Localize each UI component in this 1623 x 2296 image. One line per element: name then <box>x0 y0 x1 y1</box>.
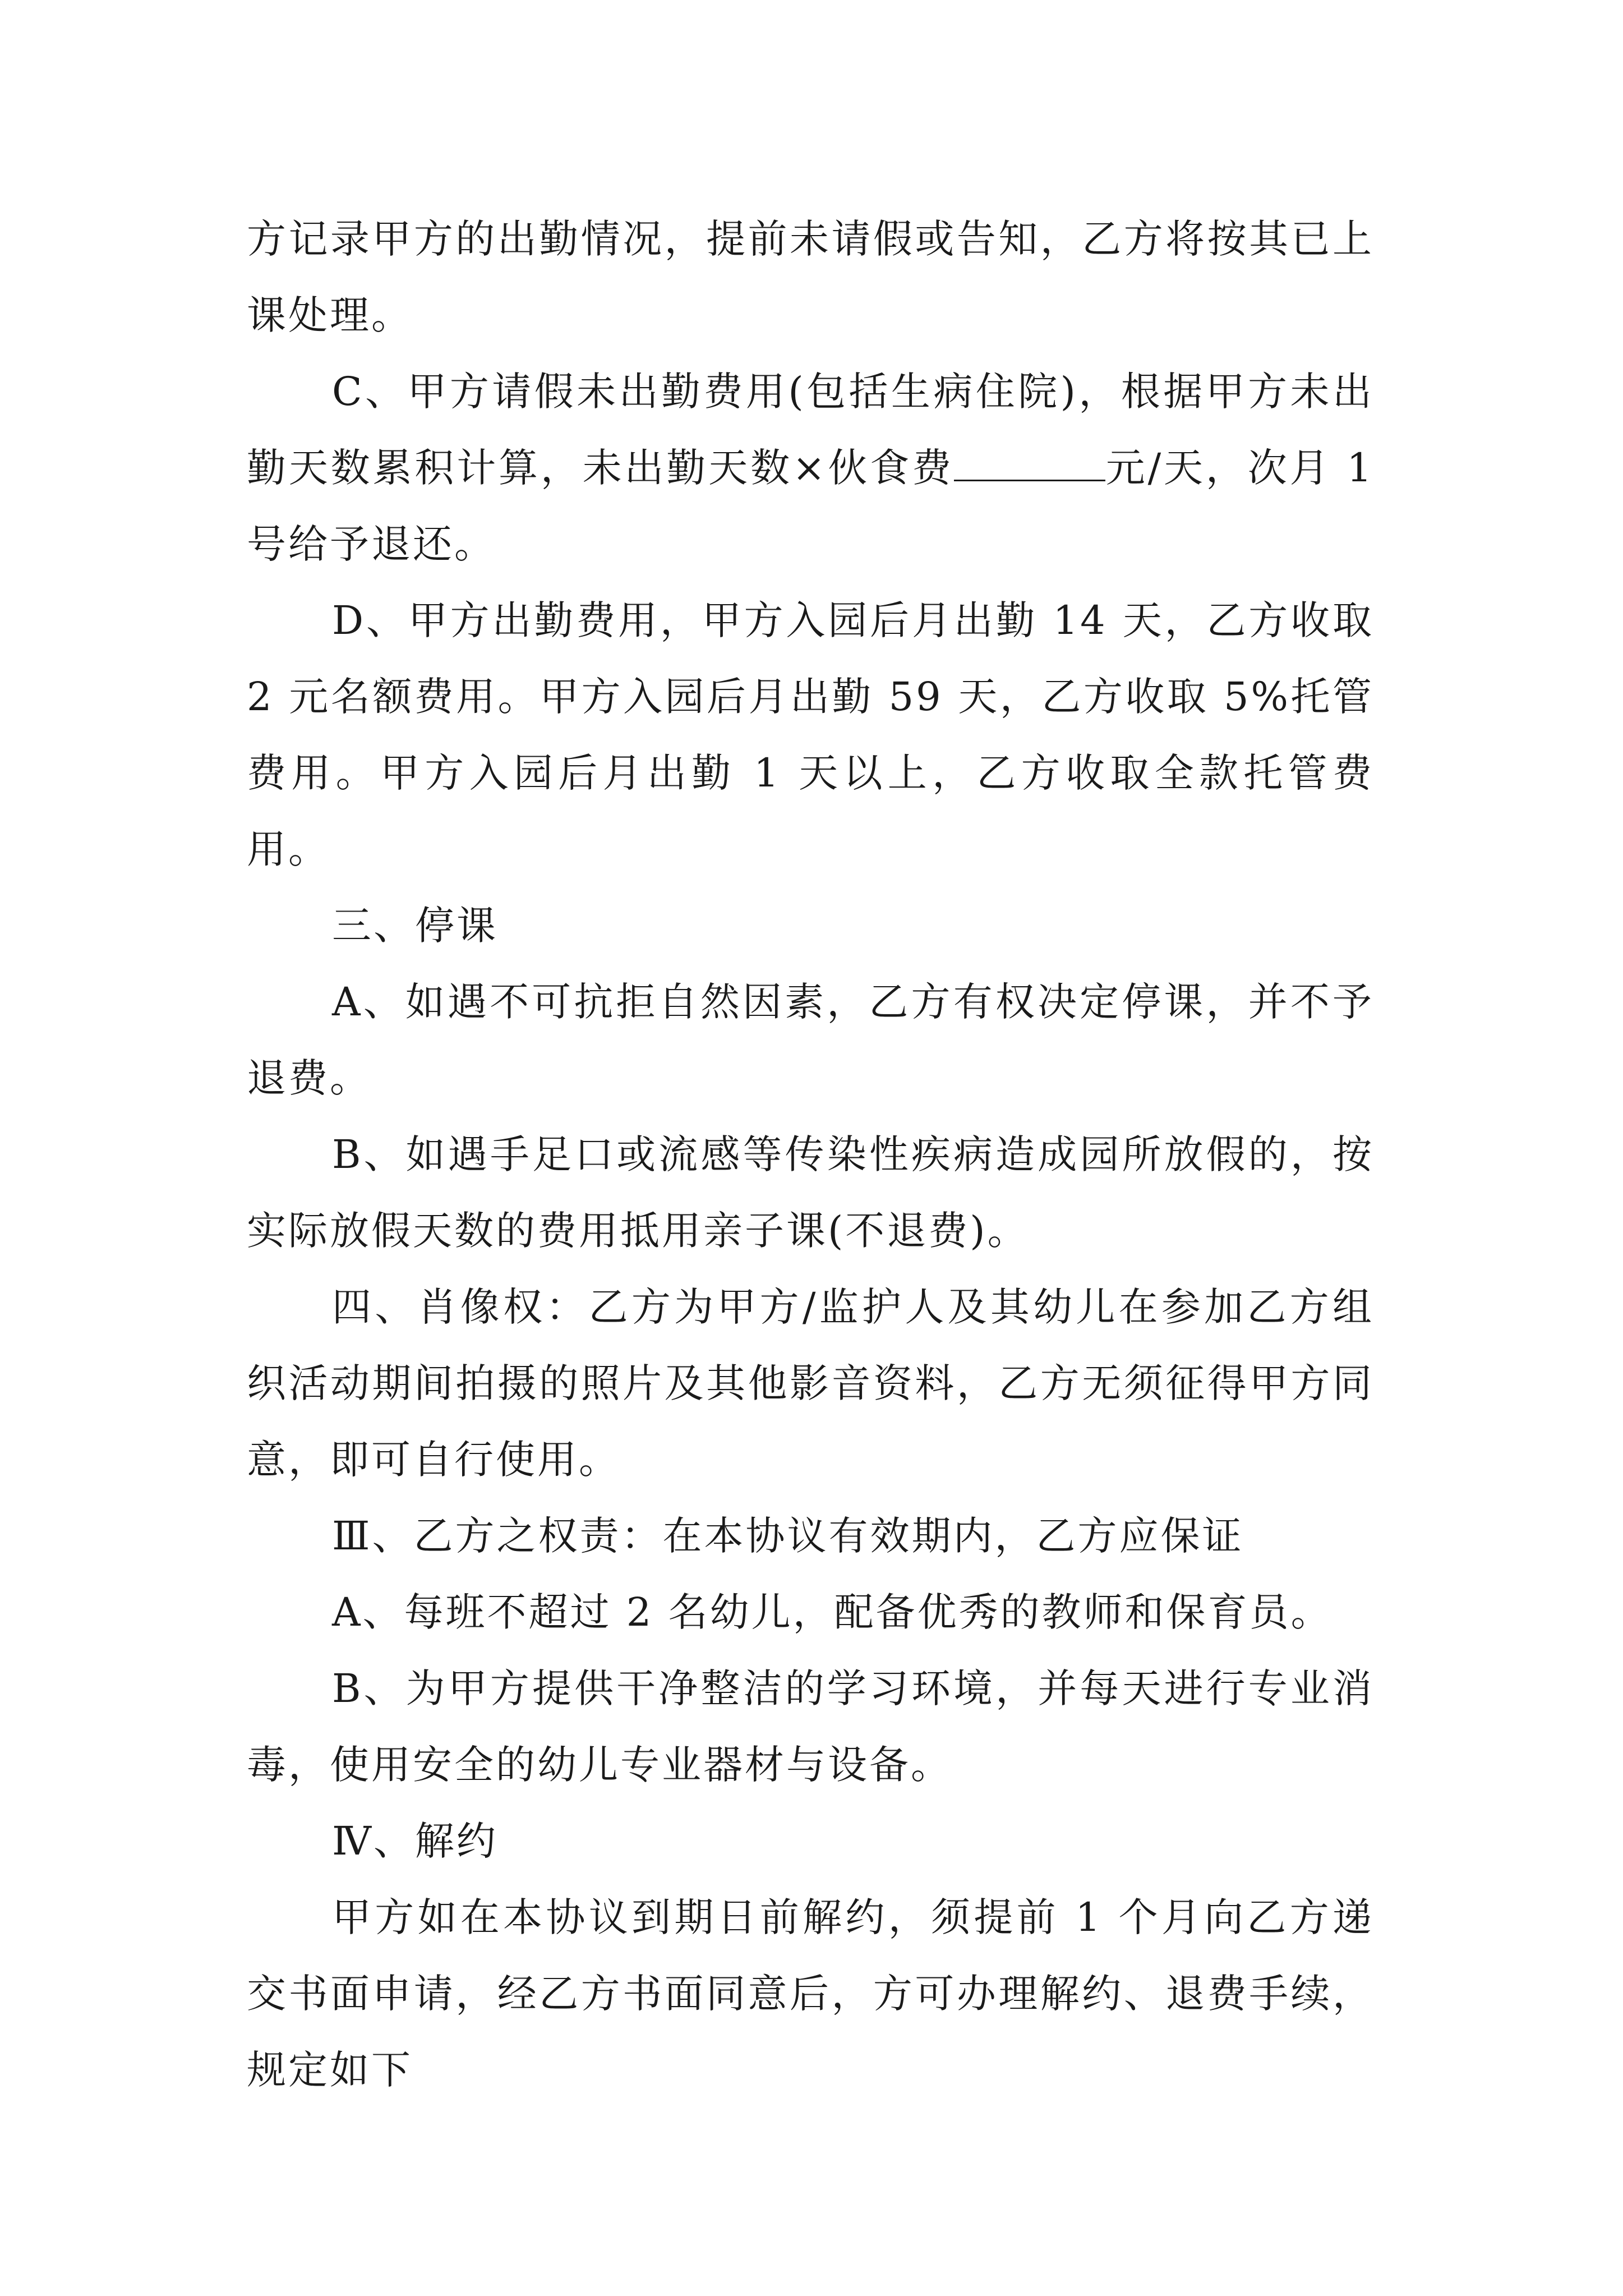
paragraph-attendance-fee: D、甲方出勤费用，甲方入园后月出勤 14 天，乙方收取 2 元名额费用。甲方入园后月出勤 59 天，乙方收取 5%托管费用。甲方入园后月出勤 1 天以上，乙方收取全款托管费用。 <box>247 597 1374 872</box>
leave-refund-text-before: C、甲方请假未出勤费用(包括生病住院)，根据甲方未出勤天数累积计算，未出勤天数×伙食费 <box>247 369 1374 491</box>
leave-refund-text-after: 元/天，次月 1 号给予退还。 <box>247 445 1375 567</box>
paragraph-class-size: A、每班不超过 2 名幼儿，配备优秀的教师和保育员。 <box>332 1589 1332 1635</box>
section-heading-party-b-duties: Ⅲ、乙方之权责：在本协议有效期内，乙方应保证 <box>332 1513 1244 1559</box>
paragraph-portrait-rights: 四、肖像权：乙方为甲方/监护人及其幼儿在参加乙方组织活动期间拍摄的照片及其他影音资料，乙方无须征得甲方同意，即可自行使用。 <box>247 1284 1374 1483</box>
paragraph-force-majeure: A、如遇不可抗拒自然因素，乙方有权决定停课，并不予退费。 <box>247 979 1374 1101</box>
paragraph-attendance-record: 方记录甲方的出勤情况，提前未请假或告知，乙方将按其已上课处理。 <box>247 216 1374 338</box>
section-heading-class-suspension: 三、停课 <box>332 903 498 949</box>
paragraph-epidemic-closure: B、如遇手足口或流感等传染性疾病造成园所放假的，按实际放假天数的费用抵用亲子课(不退费)。 <box>247 1131 1374 1254</box>
paragraph-leave-refund <box>247 353 1374 582</box>
paragraph-termination-terms: 甲方如在本协议到期日前解约，须提前 1 个月向乙方递交书面申请，经乙方书面同意后，方可办理解约、退费手续，规定如下 <box>247 1894 1374 2093</box>
section-heading-termination: Ⅳ、解约 <box>332 1818 498 1864</box>
fee-blank-line <box>954 446 1105 481</box>
document-body <box>247 201 1374 2108</box>
paragraph-environment: B、为甲方提供干净整洁的学习环境，并每天进行专业消毒，使用安全的幼儿专业器材与设备。 <box>247 1665 1374 1788</box>
